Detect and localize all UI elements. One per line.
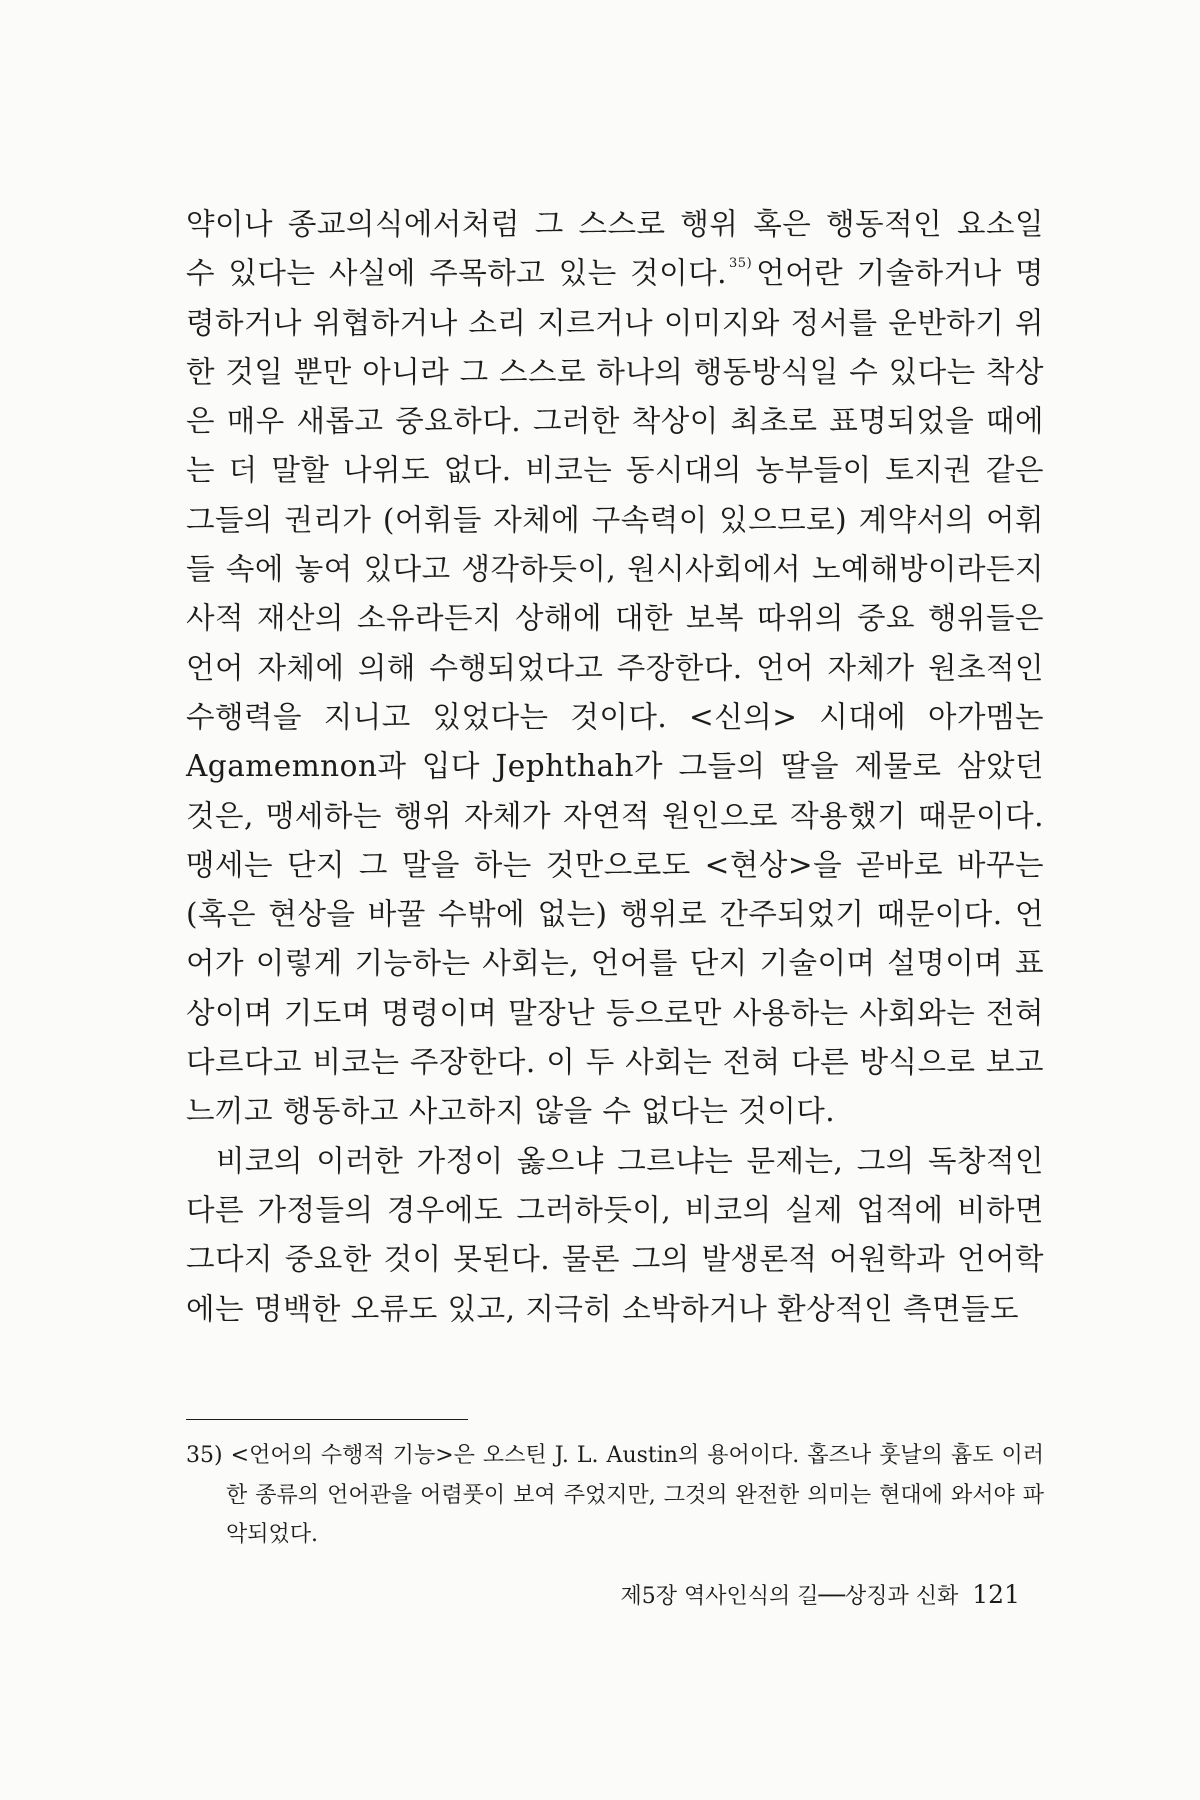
paragraph-text: 언어란 기술하거나 명령하거나 위협하거나 소리 지르거나 이미지와 정서를 운반하기 위한 것일 뿐만 아니라 그 스스로 하나의 행동방식일 수 있다는 착상은 매우 새롭고 중요하다. 그러한 착상이 최초로 표명되었을 때에는 더 말할 나위도 없다. 비코는 동시대의 농부들이 토지권 같은 그들의 권리가 (어휘들 자체에 구속력이 있으므로) 계약서의 어휘들 속에 놓여 있다고 생각하듯이, 원시사회에서 노예해방이라든지 사적 재산의 소유라든지 상해에 대한 보복 따위의 중요 행위들은 언어 자체에 의해 수행되었다고 주장한다. 언어 자체가 원초적인 수행력을 지니고 있었다는 것이다. <신의> 시대에 아가멤논 Agamemnon과 입다 Jephthah가 그들의 딸을 제물로 삼았던 것은, 맹세하는 행위 자체가 자연적 원인으로 작용했기 때문이다. 맹세는 단지 그 말을 하는 것만으로도 <현상>을 곧바로 바꾸는 (혹은 현상을 바꿀 수밖에 없는) 행위로 간주되었기 때문이다. 언어가 이렇게 기능하는 사회는, 언어를 단지 기술이며 설명이며 표상이며 기도며 명령이며 말장난 등으로만 사용하는 사회와는 전혀 다르다고 비코는 주장한다. 이 두 사회는 전혀 다른 방식으로 보고 느끼고 행동하고 사고하지 않을 수 없다는 것이다. [186, 256, 1045, 1129]
paragraph [186, 200, 1044, 1137]
paragraph: 비코의 이러한 가정이 옳으냐 그르냐는 문제는, 그의 독창적인 다른 가정들의 경우에도 그러하듯이, 비코의 실제 업적에 비하면 그다지 중요한 것이 못된다. 물론 그의 발생론적 어원학과 언어학에는 명백한 오류도 있고, 지극히 소박하거나 환상적인 측면들도 [186, 1143, 1044, 1326]
footnote: 35) <언어의 수행적 기능>은 오스틴 J. L. Austin의 용어이다. 홉즈나 훗날의 흄도 이러한 종류의 언어관을 어렴풋이 보여 주었지만, 그것의 완전한 의미는 현대에 와서야 파악되었다. [186, 1443, 1044, 1547]
page-number: 121 [972, 1580, 1020, 1609]
running-footer [621, 1579, 1020, 1610]
footnote-divider [186, 1419, 468, 1420]
chapter-title: 제5장 역사인식의 길──상징과 신화 [620, 1584, 959, 1609]
body-text [186, 200, 1044, 1334]
paragraph-text: 약이나 종교의식에서처럼 그 스스로 행위 혹은 행동적인 요소일 수 있다는 사실에 주목하고 있는 것이다. [186, 207, 1044, 291]
footnote-reference: 35) [729, 256, 753, 272]
